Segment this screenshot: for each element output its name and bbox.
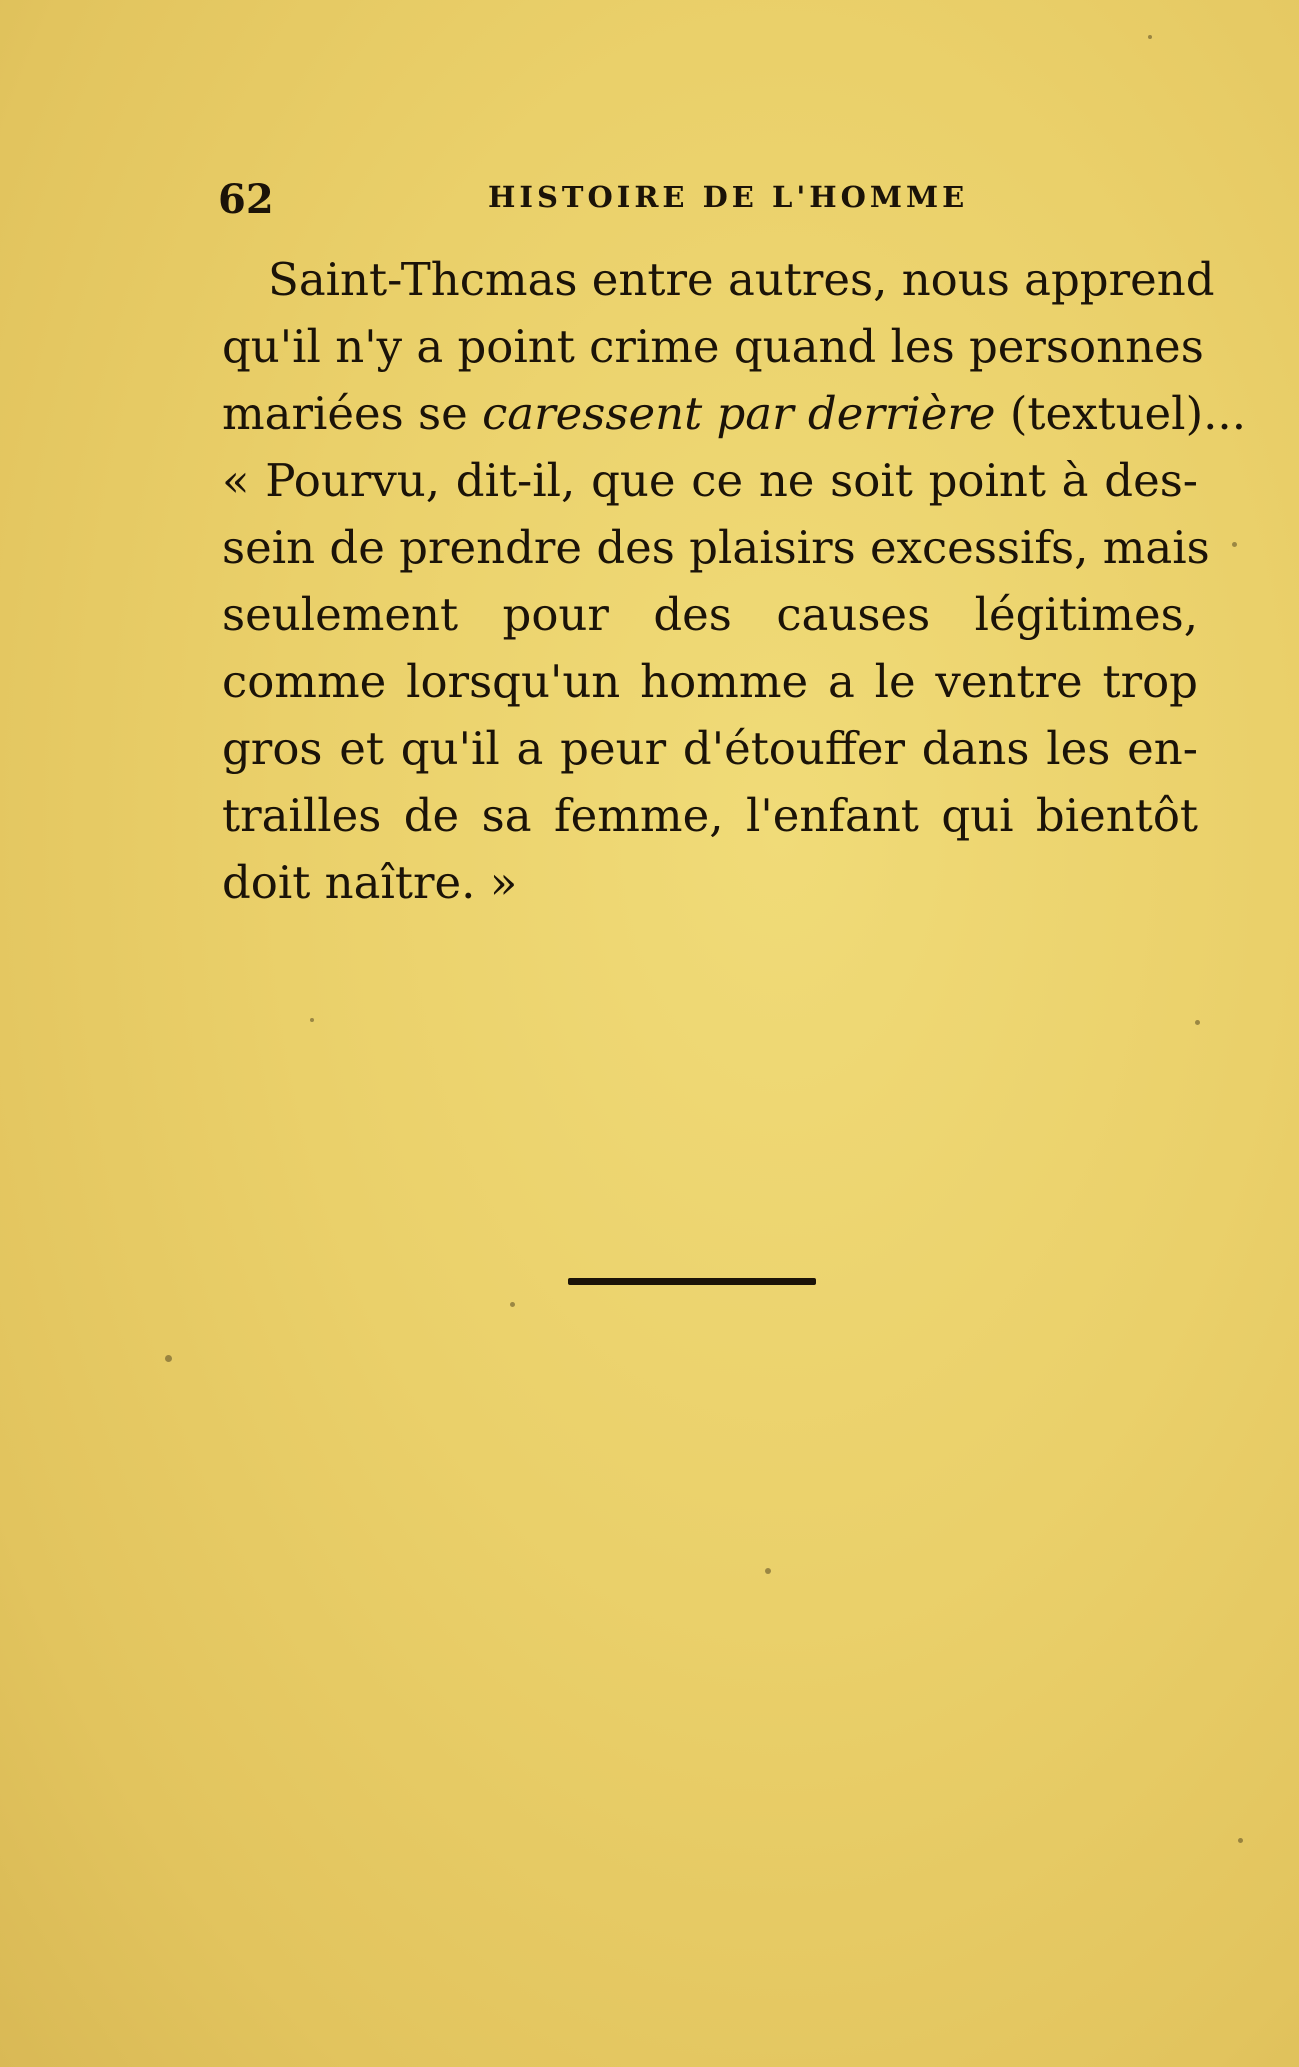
running-head	[218, 168, 1198, 228]
body-text	[222, 246, 1247, 916]
text-line: Saint-Thcmas entre autres, nous apprend	[268, 253, 1215, 306]
text-line	[222, 380, 1247, 447]
text-line: « Pourvu, dit-il, que ce ne soit point à des-	[222, 454, 1198, 507]
paper-speck	[1232, 542, 1237, 547]
text-line: gros et qu'il a peur d'étouffer dans les en-	[222, 722, 1198, 775]
paper-speck	[1195, 1020, 1200, 1025]
paper-speck	[765, 1568, 771, 1574]
text-line: comme lorsqu'un homme a le ventre trop	[222, 655, 1198, 708]
paper-speck	[310, 1018, 314, 1022]
text-segment: (textuel)...	[995, 387, 1247, 440]
text-line: sein de prendre des plaisirs excessifs, mais	[222, 521, 1210, 574]
paper-speck	[510, 1302, 515, 1307]
text-segment: mariées se	[222, 387, 483, 440]
text-line: trailles de sa femme, l'enfant qui bientôt	[222, 789, 1198, 842]
paper-speck	[1148, 35, 1152, 39]
paper-speck	[1238, 1838, 1243, 1843]
italic-phrase: caressent par derrière	[482, 387, 996, 440]
text-line: doit naître. »	[222, 856, 518, 909]
text-line: seulement pour des causes légitimes,	[222, 588, 1198, 641]
page-number: 62	[218, 176, 274, 223]
text-line: qu'il n'y a point crime quand les personnes	[222, 320, 1204, 373]
end-rule	[568, 1278, 816, 1285]
paper-speck	[165, 1355, 172, 1362]
running-title: HISTOIRE DE L'HOMME	[488, 180, 969, 214]
